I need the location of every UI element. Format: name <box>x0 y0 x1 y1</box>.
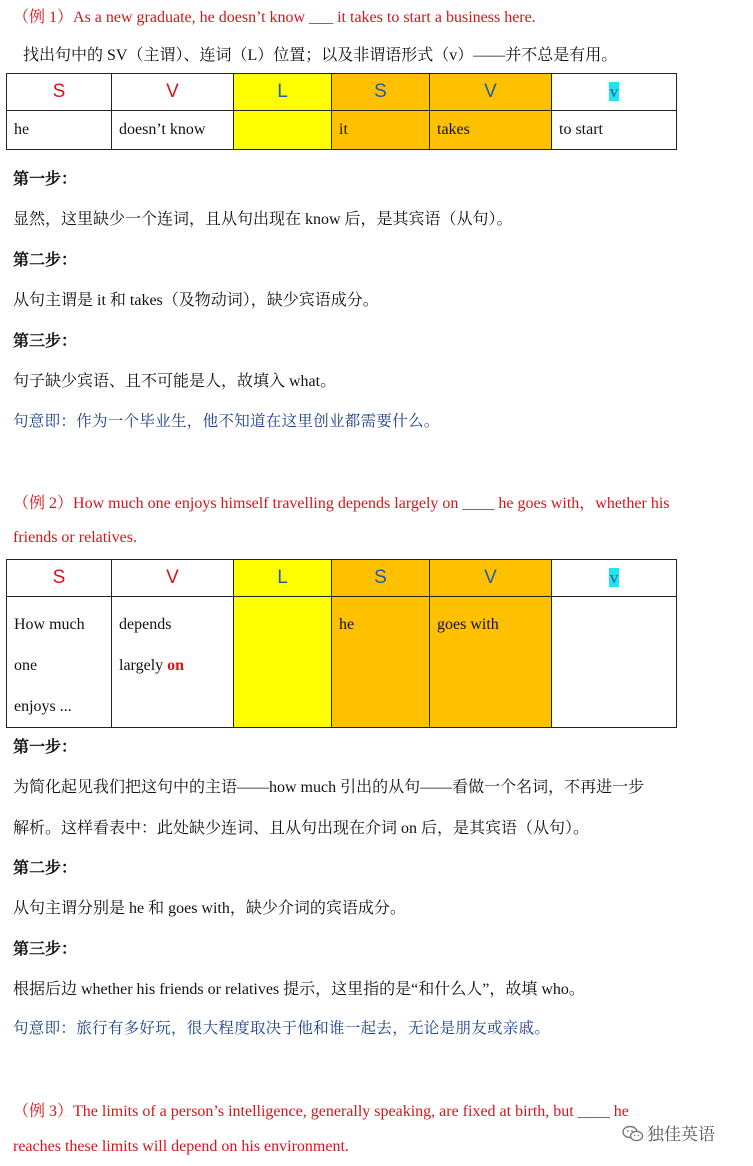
header-clause-s: S <box>332 74 430 111</box>
table-row <box>7 111 677 150</box>
cell-clause-verb: goes with <box>430 597 552 728</box>
example2-sentence-line1: How much one enjoys himself travelling depends largely on ____ he goes with，whether his <box>73 495 670 512</box>
header-l: L <box>234 74 332 111</box>
header-v: V <box>112 74 234 111</box>
example3-sentence-line2: reaches these limits will depend on his environment. <box>13 1138 349 1155</box>
ex2-step1-title: 第一步： <box>13 739 78 756</box>
header-s: S <box>7 560 112 597</box>
ex1-step1-text: 显然，这里缺少一个连词，且从句出现在 know 后，是其宾语（从句）。 <box>13 211 513 228</box>
watermark <box>622 1120 715 1145</box>
cell-subject: he <box>7 111 112 150</box>
cell-subject <box>7 597 112 728</box>
ex1-step3-title: 第三步： <box>13 333 78 350</box>
ex1-step1-title: 第一步： <box>13 171 78 188</box>
example3-sentence-line1: The limits of a person’s intelligence, generally speaking, are fixed at birth, but ____ he <box>73 1103 629 1120</box>
example1-header <box>13 4 536 27</box>
example2-sentence-line2: friends or relatives. <box>13 529 137 546</box>
header-nonfinite-v: v <box>552 74 677 111</box>
cell-link <box>234 597 332 728</box>
example1-sentence: As a new graduate, he doesn’t know ___ it takes to start a business here. <box>73 9 536 26</box>
cell-verb <box>112 597 234 728</box>
cell-subject-line: How much <box>14 616 85 633</box>
ex1-step2-title: 第二步： <box>13 252 78 269</box>
ex2-step1-line2: 解析。这样看表中：此处缺少连词、且从句出现在介词 on 后，是其宾语（从句）。 <box>13 820 590 837</box>
cell-clause-subject: he <box>332 597 430 728</box>
cell-subject-line: enjoys ... <box>14 698 72 715</box>
cell-nonfinite <box>552 597 677 728</box>
ex2-step1-line1: 为简化起见我们把这句中的主语——how much 引出的从句——看做一个名词，不再进一步 <box>13 779 645 796</box>
example2-label: （例 2） <box>13 495 74 512</box>
header-clause-v: V <box>430 74 552 111</box>
header-s: S <box>7 74 112 111</box>
cell-clause-subject: it <box>332 111 430 150</box>
example2-svl-table <box>6 559 677 728</box>
ex2-meaning: 句意即：旅行有多好玩，很大程度取决于他和谁一起去，无论是朋友或亲戚。 <box>13 1020 551 1037</box>
preposition-on: on <box>167 657 185 674</box>
ex2-step3-title: 第三步： <box>13 941 78 958</box>
ex1-meaning: 句意即：作为一个毕业生，他不知道在这里创业都需要什么。 <box>13 413 440 430</box>
example1-instruction: 找出句中的 SV（主谓）、连词（L）位置；以及非谓语形式（v）——并不总是有用。 <box>23 47 618 64</box>
cell-verb-line2: largely on <box>119 657 185 674</box>
ex2-step2-title: 第二步： <box>13 860 78 877</box>
cell-verb-line: depends <box>119 616 172 633</box>
example1-label: （例 1） <box>13 9 74 26</box>
cell-nonfinite: to start <box>552 111 677 150</box>
example2-header <box>13 490 670 513</box>
header-nonfinite-v: v <box>552 560 677 597</box>
ex1-step2-text: 从句主谓是 it 和 takes（及物动词），缺少宾语成分。 <box>13 292 379 309</box>
cell-subject-line: one <box>14 657 38 674</box>
cell-verb: doesn’t know <box>112 111 234 150</box>
example1-svl-table <box>6 73 677 150</box>
table-header-row <box>7 74 677 111</box>
cell-link <box>234 111 332 150</box>
table-header-row <box>7 560 677 597</box>
wechat-icon <box>622 1125 642 1141</box>
header-l: L <box>234 560 332 597</box>
ex2-step3-text: 根据后边 whether his friends or relatives 提示，这里指的是“和什么人”，故填 who。 <box>13 981 585 998</box>
cell-clause-verb: takes <box>430 111 552 150</box>
example3-label: （例 3） <box>13 1103 74 1120</box>
header-clause-v: V <box>430 560 552 597</box>
ex2-step2-text: 从句主谓分别是 he 和 goes with，缺少介词的宾语成分。 <box>13 900 406 917</box>
header-v: V <box>112 560 234 597</box>
table-row <box>7 597 677 728</box>
watermark-text: 独佳英语 <box>647 1125 715 1145</box>
example3-header <box>13 1098 629 1121</box>
header-clause-s: S <box>332 560 430 597</box>
ex1-step3-text: 句子缺少宾语、且不可能是人，故填入 what。 <box>13 373 337 390</box>
